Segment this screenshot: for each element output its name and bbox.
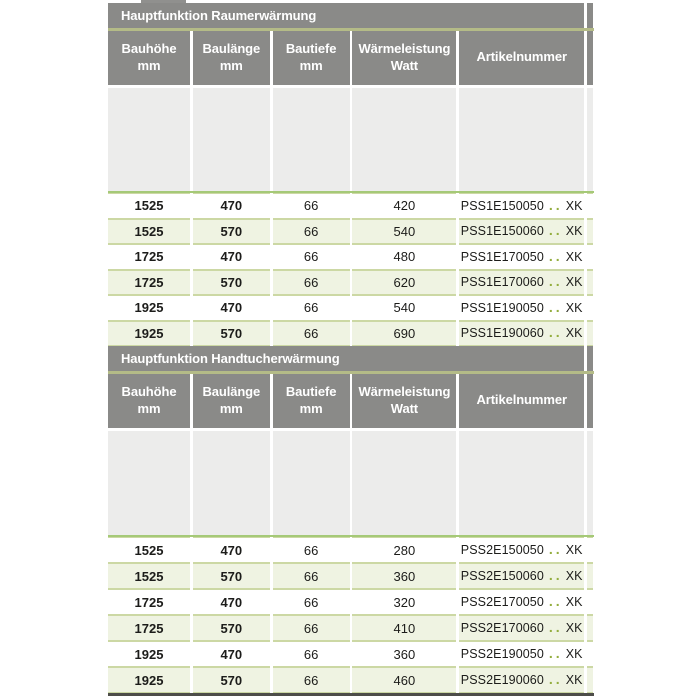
placeholder-dots: .. (548, 273, 563, 290)
column-header-artikelnummer: Artikelnummer (459, 31, 584, 85)
placeholder-dots: .. (548, 298, 563, 315)
table-row: 1525 570 66 360 PSS2E150060 .. XK (108, 563, 594, 589)
cutoff-column (587, 589, 593, 615)
cutoff-column (587, 219, 593, 245)
placeholder-dots: .. (548, 593, 563, 609)
table-row: 1725 570 66 620 PSS1E170060 .. XK (108, 270, 594, 296)
table-row: 1925 470 66 540 PSS1E190050 .. XK (108, 295, 594, 321)
cutoff-column (587, 537, 593, 563)
placeholder-dots: .. (548, 324, 563, 341)
table-row: 1925 570 66 690 PSS1E190060 .. XK (108, 321, 594, 347)
cutoff-column (587, 641, 593, 667)
column-header-bautiefe: Bautiefe mm (273, 374, 350, 428)
cutoff-column (587, 321, 593, 347)
section-title-band (108, 346, 594, 371)
section-title-band (108, 3, 594, 28)
placeholder-dots: .. (548, 567, 563, 583)
section-title: Hauptfunktion Raumerwärmung (108, 3, 584, 28)
section-raumerwaermung (108, 3, 594, 346)
cutoff-column (587, 270, 593, 296)
table-row: 1725 570 66 410 PSS2E170060 .. XK (108, 615, 594, 641)
placeholder-dots: .. (548, 541, 563, 557)
table-row: 1725 470 66 320 PSS2E170050 .. XK (108, 589, 594, 615)
article-number: PSS2E170060 .. XK (459, 615, 584, 641)
placeholder-dots: .. (548, 222, 563, 239)
cutoff-column (587, 374, 593, 428)
column-header-waermeleistung: Wärmeleistung Watt (352, 31, 456, 85)
table-row: 1925 570 66 460 PSS2E190060 .. XK (108, 667, 594, 693)
cutoff-column (587, 3, 593, 28)
column-header-artikelnummer: Artikelnummer (459, 374, 584, 428)
column-header-baulaenge: Baulänge mm (193, 31, 270, 85)
column-header-row (108, 31, 594, 85)
cropped-content-artifact (141, 0, 186, 3)
placeholder-dots: .. (548, 619, 563, 635)
table-row: 1525 470 66 420 PSS1E150050 .. XK (108, 193, 594, 219)
article-number: PSS2E170050 .. XK (459, 589, 584, 615)
column-header-row (108, 374, 594, 428)
column-header-bauhoehe: Bauhöhe mm (108, 374, 190, 428)
article-number: PSS1E190050 .. XK (459, 295, 584, 321)
cutoff-column (587, 244, 593, 270)
image-placeholder-band (108, 431, 594, 535)
section-title: Hauptfunktion Handtucherwärmung (108, 346, 584, 371)
bottom-rule (108, 693, 594, 696)
section-handtucherwaermung (108, 346, 594, 696)
article-number: PSS2E190060 .. XK (459, 667, 584, 693)
cutoff-column (587, 295, 593, 321)
cutoff-column (587, 346, 593, 371)
column-header-baulaenge: Baulänge mm (193, 374, 270, 428)
cutoff-column (587, 615, 593, 641)
article-number: PSS2E150060 .. XK (459, 563, 584, 589)
table-row: 1525 470 66 280 PSS2E150050 .. XK (108, 537, 594, 563)
article-number: PSS1E190060 .. XK (459, 321, 584, 347)
column-header-bauhoehe: Bauhöhe mm (108, 31, 190, 85)
article-number: PSS1E150060 .. XK (459, 219, 584, 245)
column-header-waermeleistung: Wärmeleistung Watt (352, 374, 456, 428)
article-number: PSS2E190050 .. XK (459, 641, 584, 667)
placeholder-dots: .. (548, 671, 563, 687)
table-row: 1525 570 66 540 PSS1E150060 .. XK (108, 219, 594, 245)
article-number: PSS2E150050 .. XK (459, 537, 584, 563)
article-number: PSS1E170060 .. XK (459, 270, 584, 296)
placeholder-dots: .. (548, 196, 563, 213)
cutoff-column (587, 193, 593, 219)
placeholder-dots: .. (548, 247, 563, 264)
cutoff-column (587, 563, 593, 589)
article-number: PSS1E170050 .. XK (459, 244, 584, 270)
cutoff-column (587, 31, 593, 85)
table-row: 1925 470 66 360 PSS2E190050 .. XK (108, 641, 594, 667)
column-header-bautiefe: Bautiefe mm (273, 31, 350, 85)
spec-table (108, 0, 594, 696)
placeholder-dots: .. (548, 645, 563, 661)
table-row: 1725 470 66 480 PSS1E170050 .. XK (108, 244, 594, 270)
image-placeholder-band (108, 88, 594, 191)
article-number: PSS1E150050 .. XK (459, 193, 584, 219)
cutoff-column (587, 667, 593, 693)
